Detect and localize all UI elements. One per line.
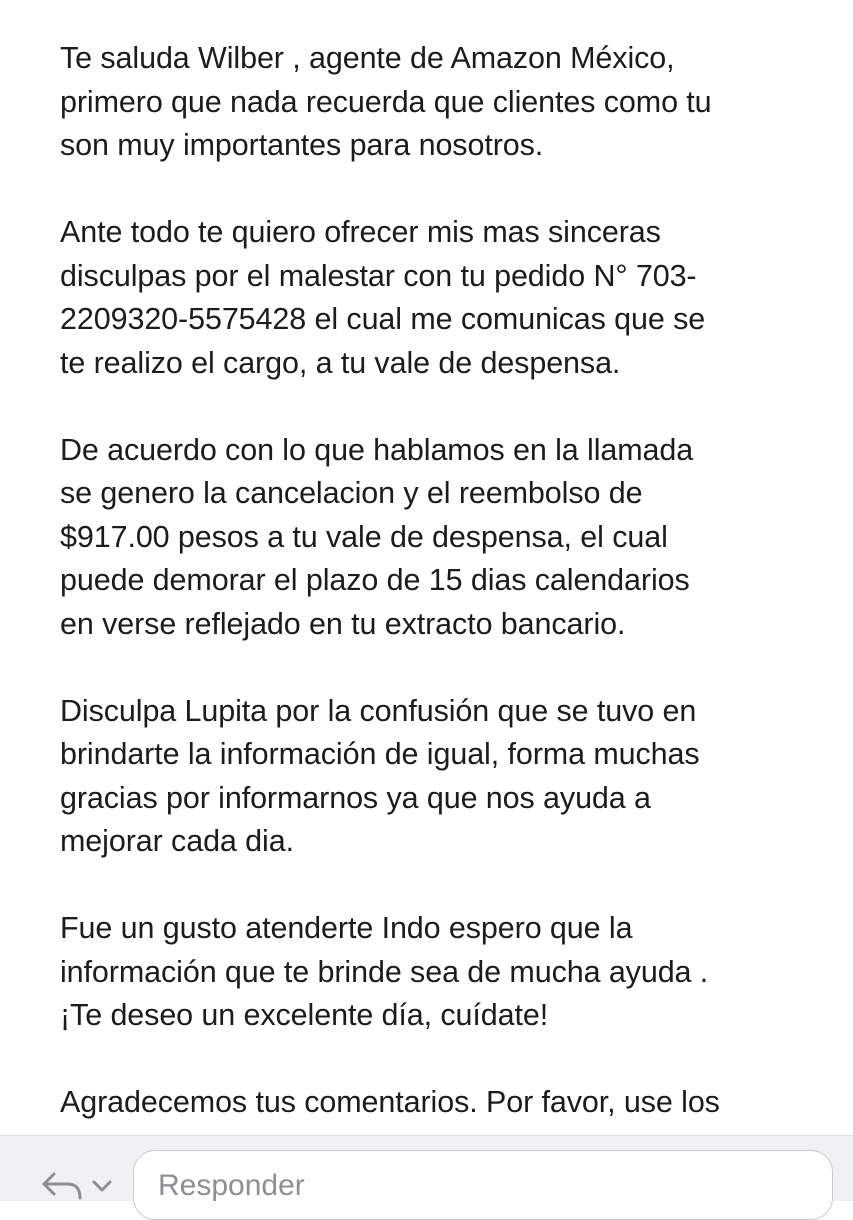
chevron-down-icon[interactable] — [90, 1174, 114, 1198]
email-paragraph-farewell: Fue un gusto atenderte Indo espero que la información que te brinde sea de mucha ayuda . ¡Te deseo un excelente día, cuídate! — [60, 911, 709, 1032]
reply-bar — [0, 1135, 853, 1201]
email-body — [60, 37, 800, 1125]
email-paragraph-apology: Ante todo te quiero ofrecer mis mas sinceras disculpas por el malestar con tu pedido N° 703- 2209320-5575428 el cual me comunicas que se te realizo el cargo, a tu vale de despensa. — [60, 215, 706, 380]
reply-options-button[interactable] — [40, 1166, 114, 1206]
reply-placeholder: Responder — [158, 1169, 305, 1202]
reply-input[interactable] — [133, 1150, 833, 1220]
email-paragraph-feedback: Agradecemos tus comentarios. Por favor, use los — [60, 1085, 720, 1119]
email-paragraph-refund: De acuerdo con lo que hablamos en la llamada se genero la cancelacion y el reembolso de $917.00 pesos a tu vale de despensa, el cual puede demorar el plazo de 15 dias calendarios en verse reflejado en tu extracto bancario. — [60, 432, 694, 641]
reply-icon[interactable] — [40, 1168, 84, 1204]
email-paragraph-greeting: Te saluda Wilber , agente de Amazon México, primero que nada recuerda que clientes como tu son muy importantes para nosotros. — [60, 41, 712, 162]
email-paragraph-confusion: Disculpa Lupita por la confusión que se tuvo en brindarte la información de igual, forma muchas gracias por informarnos ya que nos ayuda a mejorar cada dia. — [60, 693, 700, 858]
